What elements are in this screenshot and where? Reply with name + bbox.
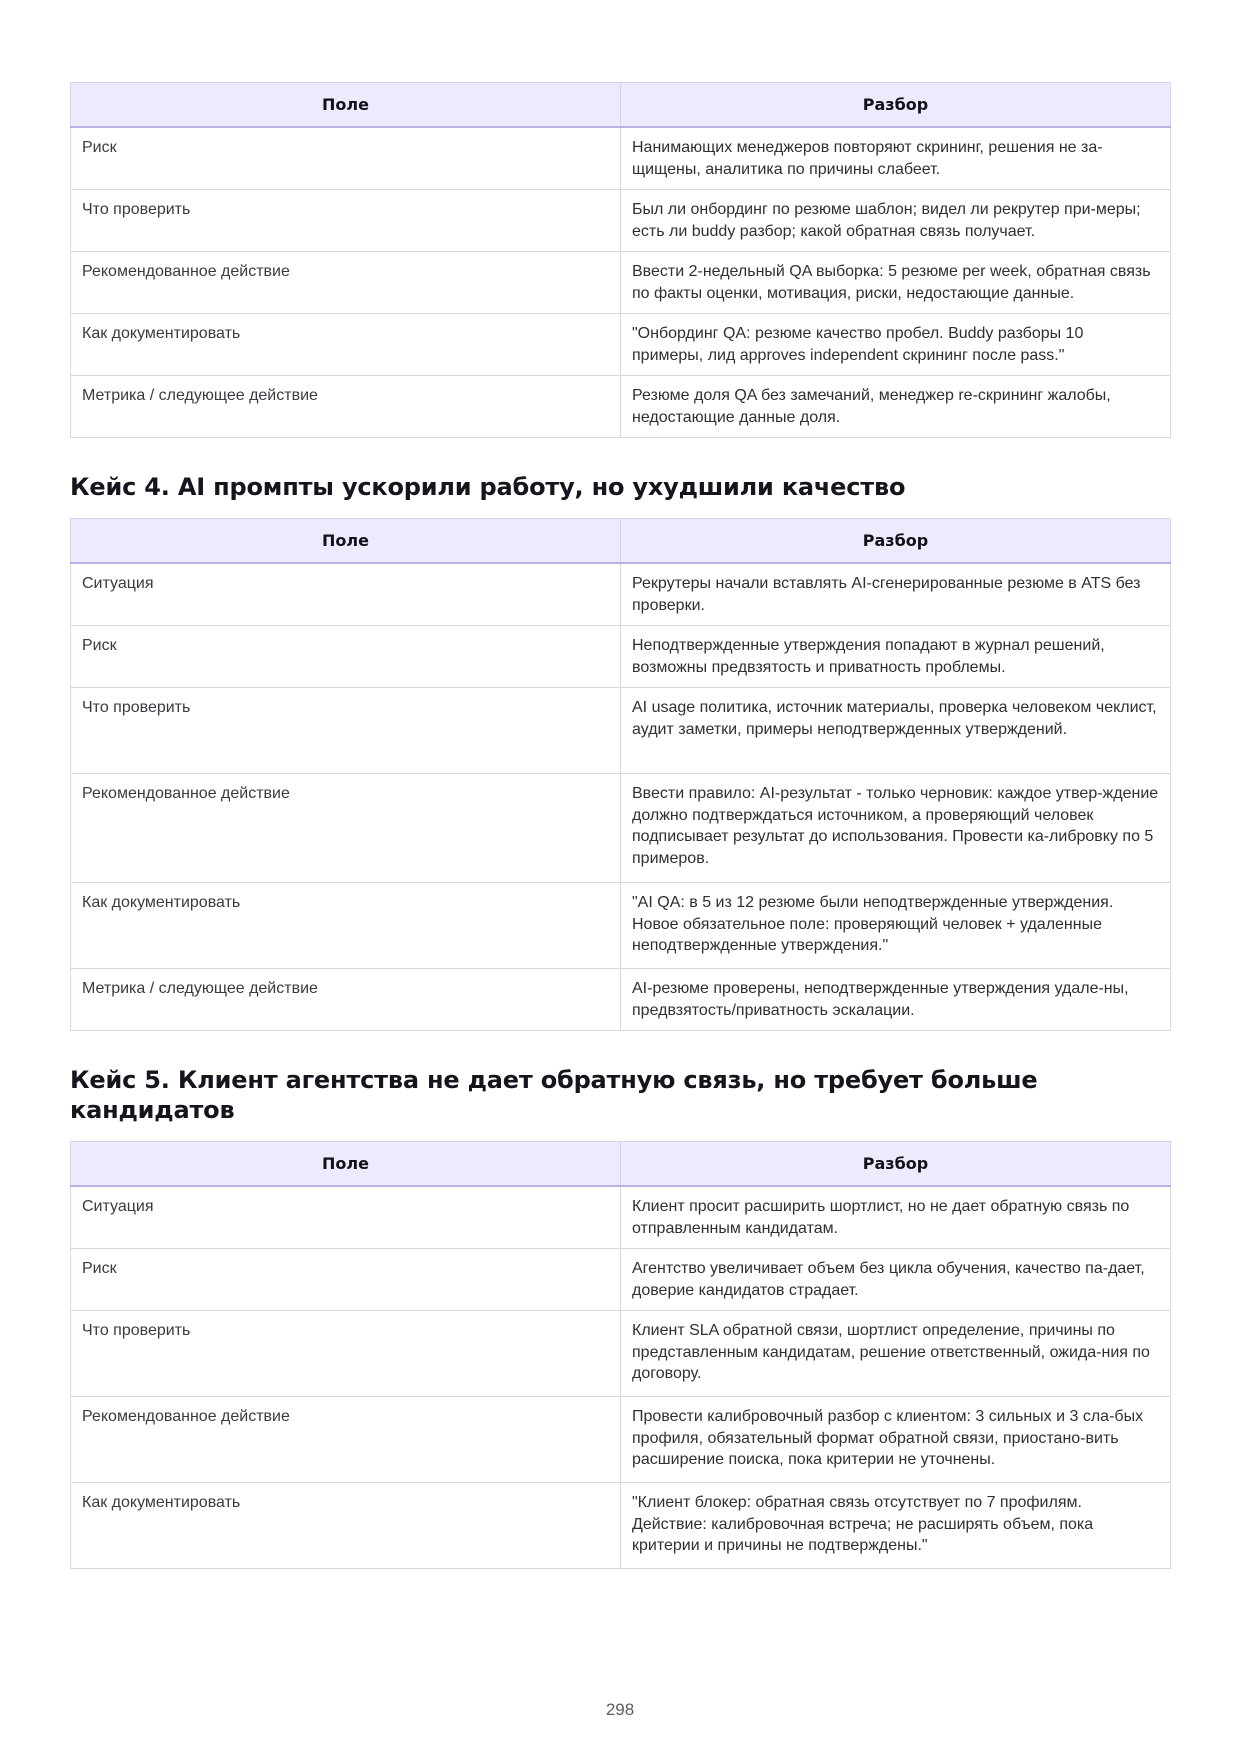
case4-table [70,518,1171,1031]
table-row [71,190,1171,252]
row-field: Риск [71,1249,621,1311]
row-value: Клиент SLA обратной связи, шортлист определение, причины по представленным кандидатам, решение ответственный, ожида-ния по договору. [621,1311,1171,1397]
row-field: Как документировать [71,1483,621,1569]
row-value: "Клиент блокер: обратная связь отсутствует по 7 профилям. Действие: калибровочная встреча; не расширять объем, пока критерии и причины не подтверждены." [621,1483,1171,1569]
row-value: "Онбординг QA: резюме качество пробел. Buddy разборы 10 примеры, лид approves independent скрининг после pass." [621,314,1171,376]
row-value: Провести калибровочный разбор с клиентом: 3 сильных и 3 сла-бых профиля, обязательный формат обратной связи, приостано-вить расширение поиска, пока критерии не уточнены. [621,1397,1171,1483]
row-value: AI usage политика, источник материалы, проверка человеком чеклист, аудит заметки, примеры неподтвержденных утверждений. [621,688,1171,774]
row-value: Клиент просит расширить шортлист, но не дает обратную связь по отправленным кандидатам. [621,1186,1171,1249]
row-value: Ввести правило: AI-результат - только черновик: каждое утвер-ждение должно подтверждаться источником, а проверяющий человек подписывает результат до использования. Провести ка-либровку по 5 примеров. [621,774,1171,883]
row-value: Ввести 2-недельный QA выборка: 5 резюме per week, обратная связь по факты оценки, мотивация, риски, недостающие данные. [621,252,1171,314]
row-value: Агентство увеличивает объем без цикла обучения, качество па-дает, доверие кандидатов страдает. [621,1249,1171,1311]
document-page [70,82,1170,1569]
row-field: Рекомендованное действие [71,252,621,314]
table-header-row [71,83,1171,128]
table-row [71,1483,1171,1569]
row-value: AI-резюме проверены, неподтвержденные утверждения удале-ны, предвзятость/приватность эскалации. [621,969,1171,1031]
row-field: Метрика / следующее действие [71,376,621,438]
header-analysis: Разбор [621,1142,1171,1187]
table-row [71,127,1171,190]
row-field: Ситуация [71,1186,621,1249]
row-field: Риск [71,626,621,688]
header-field: Поле [71,83,621,128]
row-field: Как документировать [71,314,621,376]
row-field: Рекомендованное действие [71,1397,621,1483]
row-value: Неподтвержденные утверждения попадают в журнал решений, возможны предвзятость и приватность проблемы. [621,626,1171,688]
row-value: Резюме доля QA без замечаний, менеджер re-скрининг жалобы, недостающие данные доля. [621,376,1171,438]
table-row [71,376,1171,438]
row-value: "AI QA: в 5 из 12 резюме были неподтвержденные утверждения. Новое обязательное поле: проверяющий человек + удаленные неподтвержденные утверждения." [621,883,1171,969]
table-row [71,1311,1171,1397]
table-header-row [71,519,1171,564]
row-field: Что проверить [71,190,621,252]
header-analysis: Разбор [621,83,1171,128]
page-number: 298 [605,1700,635,1719]
table-row [71,774,1171,883]
row-value: Рекрутеры начали вставлять AI-сгенерированные резюме в ATS без проверки. [621,563,1171,626]
row-value: Был ли онбординг по резюме шаблон; видел ли рекрутер при-меры; есть ли buddy разбор; какой обратная связь получает. [621,190,1171,252]
case4-title: Кейс 4. AI промпты ускорили работу, но ухудшили качество [70,473,906,501]
table-continued [70,82,1171,438]
table-row [71,1397,1171,1483]
table-row [71,688,1171,774]
row-field: Рекомендованное действие [71,774,621,883]
row-field: Что проверить [71,688,621,774]
row-field: Метрика / следующее действие [71,969,621,1031]
table-row [71,1186,1171,1249]
header-field: Поле [71,519,621,564]
table-header-row [71,1142,1171,1187]
row-field: Ситуация [71,563,621,626]
table-row [71,252,1171,314]
table-row [71,626,1171,688]
table-row [71,314,1171,376]
header-field: Поле [71,1142,621,1187]
row-field: Риск [71,127,621,190]
case5-table [70,1141,1171,1569]
row-field: Что проверить [71,1311,621,1397]
table-row [71,1249,1171,1311]
table-row [71,883,1171,969]
case5-title: Кейс 5. Клиент агентства не дает обратную связь, но требует больше кандидатов [70,1066,1038,1124]
header-analysis: Разбор [621,519,1171,564]
row-field: Как документировать [71,883,621,969]
row-value: Нанимающих менеджеров повторяют скрининг, решения не за-щищены, аналитика по причины слабеет. [621,127,1171,190]
table-row [71,969,1171,1031]
table-row [71,563,1171,626]
